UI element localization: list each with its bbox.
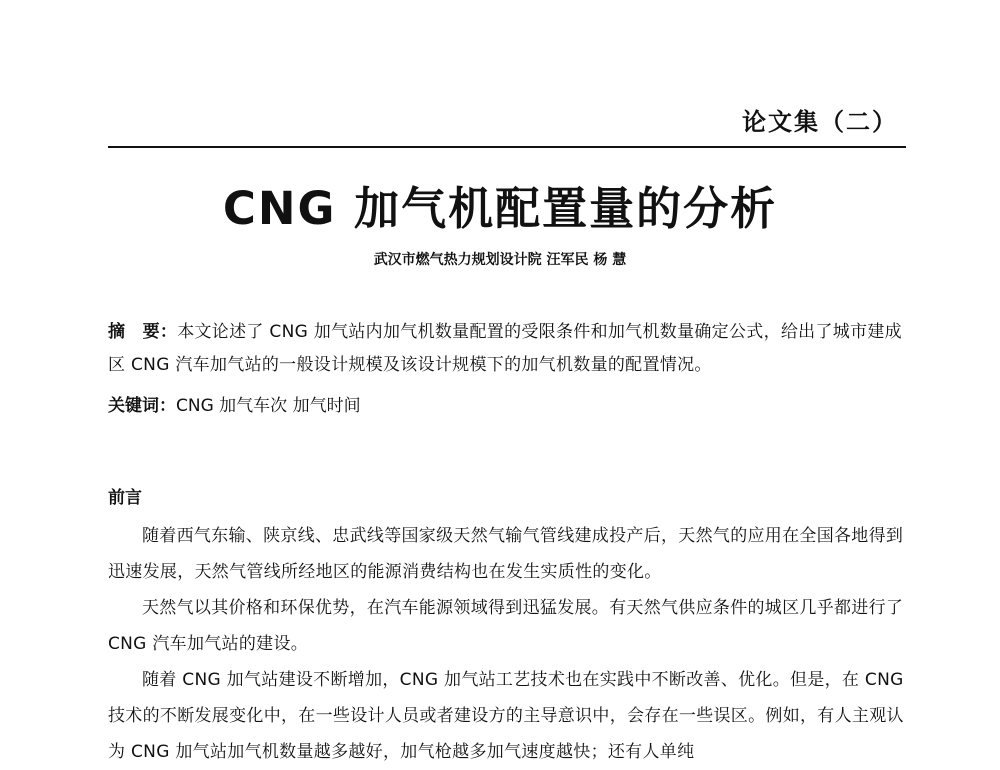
series-heading: 论文集（二） [742,108,898,136]
keywords-label: 关键词： [108,396,176,416]
keywords [108,390,908,423]
article-title: CNG 加气机配置量的分析 [222,182,778,235]
body-paragraph: 随着西气东输、陕京线、忠武线等国家级天然气输气管线建成投产后，天然气的应用在全国各地得到迅速发展，天然气管线所经地区的能源消费结构也在发生实质性的变化。 [108,526,904,582]
abstract [108,316,908,382]
abstract-text: 本文论述了 CNG 加气站内加气机数量配置的受限条件和加气机数量确定公式，给出了城市建成区 CNG 汽车加气站的一般设计规模及该设计规模下的加气机数量的配置情况。 [108,322,902,375]
section-title-preface: 前言 [108,488,142,508]
body-paragraph: 天然气以其价格和环保优势，在汽车能源领域得到迅猛发展。有天然气供应条件的城区几乎都进行了 CNG 汽车加气站的建设。 [108,598,904,654]
abstract-label: 摘 要： [108,322,178,342]
article-authors: 武汉市燃气热力规划设计院 汪军民 杨 慧 [373,252,627,268]
body-paragraph: 随着 CNG 加气站建设不断增加，CNG 加气站工艺技术也在实践中不断改善、优化。但是，在 CNG 技术的不断发展变化中，在一些设计人员或者建设方的主导意识中，会存在一些误区。例如，有人主观认为 CNG 加气站加气机数量越多越好，加气枪越多加气速度越快；还有人单纯 [108,670,904,762]
article-body [108,518,908,770]
keywords-text: CNG 加气车次 加气时间 [176,396,361,416]
header-rule [108,146,906,148]
